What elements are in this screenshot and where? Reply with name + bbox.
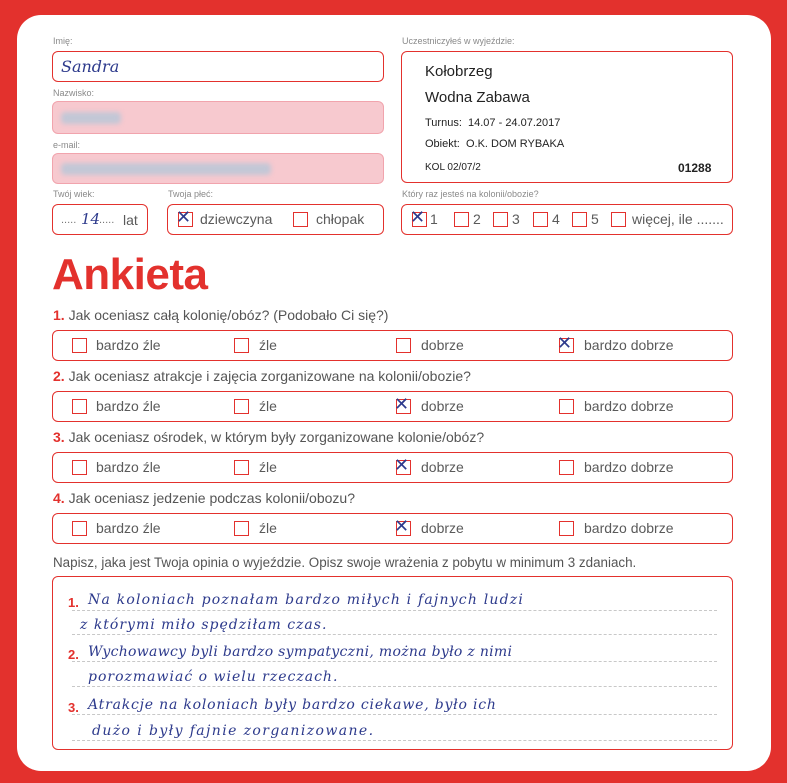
question-2-text: Jak oceniasz atrakcje i zajęcia zorganizowane na kolonii/obozie? <box>68 368 471 384</box>
question-1-number: 1. <box>53 307 65 323</box>
turnus-label: Turnus: <box>425 117 462 129</box>
name-field[interactable] <box>52 51 384 82</box>
survey-title: Ankieta <box>52 250 208 299</box>
question-4 <box>53 490 355 506</box>
opinion-line-4: porozmawiać o wielu rzeczach. <box>88 669 339 685</box>
q3-option-label: bardzo źle <box>96 459 161 475</box>
writing-line <box>72 714 717 715</box>
trip-city: Kołobrzeg <box>425 63 493 80</box>
times-group <box>401 204 733 235</box>
writing-line <box>72 686 717 687</box>
opinion-prompt: Napisz, jaka jest Twoja opinia o wyjeździe. Opisz swoje wrażenia z pobytu w minimum 3 zdaniach. <box>53 555 637 570</box>
question-2 <box>53 368 471 384</box>
q2-option-label: bardzo dobrze <box>584 398 674 414</box>
gender-male-checkbox[interactable] <box>293 212 308 227</box>
age-field[interactable] <box>52 204 148 235</box>
question-4-number: 4. <box>53 490 65 506</box>
question-3-text: Jak oceniasz ośrodek, w którym były zorganizowane kolonie/obóz? <box>68 429 485 445</box>
surname-label: Nazwisko: <box>53 88 95 98</box>
opinion-line-6: dużo i były fajnie zorganizowane. <box>92 723 375 739</box>
writing-line <box>72 634 717 635</box>
q3-option-label: źle <box>259 459 277 475</box>
gender-group <box>167 204 384 235</box>
times-1-checkbox[interactable] <box>410 207 427 228</box>
q1-zle-checkbox[interactable] <box>234 338 249 353</box>
check-mark-icon: ✕ <box>557 333 573 354</box>
gender-male-label: chłopak <box>316 211 365 227</box>
surname-redacted <box>61 112 121 124</box>
q4-option-label: dobrze <box>421 520 464 536</box>
times-3-checkbox[interactable] <box>493 212 508 227</box>
obiekt-value: O.K. DOM RYBAKA <box>465 138 565 150</box>
email-redacted <box>61 163 271 175</box>
times-2-label: 2 <box>473 211 481 227</box>
times-4-checkbox[interactable] <box>533 212 548 227</box>
q2-bardzo-dobrze-checkbox[interactable] <box>559 399 574 414</box>
opinion-line-2: z którymi miło spędziłam czas. <box>80 617 328 633</box>
opinion-number-3: 3. <box>68 700 79 715</box>
q4-bardzo-zle-checkbox[interactable] <box>72 521 87 536</box>
check-mark-icon: ✕ <box>394 516 410 537</box>
trip-label: Uczestniczyłeś w wyjeździe: <box>402 36 515 46</box>
q2-bardzo-zle-checkbox[interactable] <box>72 399 87 414</box>
q2-dobrze-checkbox[interactable] <box>394 394 411 415</box>
times-more-label: więcej, ile ....... <box>632 211 724 227</box>
q3-option-label: dobrze <box>421 459 464 475</box>
name-value: Sandra <box>61 57 120 76</box>
email-label: e-mail: <box>53 140 81 150</box>
answer-row-4 <box>52 513 733 544</box>
q3-dobrze-checkbox[interactable] <box>394 455 411 476</box>
q2-option-label: dobrze <box>421 398 464 414</box>
times-3-label: 3 <box>512 211 520 227</box>
q1-bardzo-zle-checkbox[interactable] <box>72 338 87 353</box>
opinion-number-2: 2. <box>68 647 79 662</box>
q3-option-label: bardzo dobrze <box>584 459 674 475</box>
answer-row-3 <box>52 452 733 483</box>
q4-option-label: bardzo źle <box>96 520 161 536</box>
opinion-line-1: Na koloniach poznałam bardzo miłych i fajnych ludzi <box>88 592 525 608</box>
trip-number: 01288 <box>678 161 712 175</box>
q4-zle-checkbox[interactable] <box>234 521 249 536</box>
opinion-number-1: 1. <box>68 595 79 610</box>
writing-line <box>72 661 717 662</box>
q1-option-label: bardzo źle <box>96 337 161 353</box>
q4-dobrze-checkbox[interactable] <box>394 516 411 537</box>
times-2-checkbox[interactable] <box>454 212 469 227</box>
age-label: Twój wiek: <box>53 189 95 199</box>
question-3-number: 3. <box>53 429 65 445</box>
q1-dobrze-checkbox[interactable] <box>396 338 411 353</box>
q1-option-label: bardzo dobrze <box>584 337 674 353</box>
check-mark-icon: ✕ <box>394 394 410 415</box>
q1-option-label: dobrze <box>421 337 464 353</box>
obiekt-label: Obiekt: <box>425 138 460 150</box>
q2-option-label: źle <box>259 398 277 414</box>
times-1-label: 1 <box>430 211 438 227</box>
gender-female-label: dziewczyna <box>200 211 273 227</box>
trip-code: KOL 02/07/2 <box>425 162 481 173</box>
q1-option-label: źle <box>259 337 277 353</box>
q3-zle-checkbox[interactable] <box>234 460 249 475</box>
opinion-line-5: Atrakcje na koloniach były bardzo ciekawe, było ich <box>88 697 497 713</box>
trip-box <box>401 51 733 183</box>
age-value: 14 <box>81 210 101 228</box>
times-more-checkbox[interactable] <box>611 212 626 227</box>
q4-bardzo-dobrze-checkbox[interactable] <box>559 521 574 536</box>
q3-bardzo-dobrze-checkbox[interactable] <box>559 460 574 475</box>
age-dots-left: ..... <box>61 214 77 226</box>
gender-label: Twoja płeć: <box>168 189 214 199</box>
answer-row-2 <box>52 391 733 422</box>
name-label: Imię: <box>53 36 73 46</box>
q2-zle-checkbox[interactable] <box>234 399 249 414</box>
opinion-line-3: Wychowawcy byli bardzo sympatyczni, można było z nimi <box>88 644 513 660</box>
writing-line <box>72 740 717 741</box>
times-5-label: 5 <box>591 211 599 227</box>
email-field[interactable] <box>52 153 384 184</box>
q2-option-label: bardzo źle <box>96 398 161 414</box>
q4-option-label: źle <box>259 520 277 536</box>
question-4-text: Jak oceniasz jedzenie podczas kolonii/obozu? <box>68 490 355 506</box>
check-mark-icon: ✕ <box>394 455 410 476</box>
answer-row-1 <box>52 330 733 361</box>
trip-obiekt <box>425 138 564 150</box>
times-4-label: 4 <box>552 211 560 227</box>
q1-bardzo-dobrze-checkbox[interactable] <box>557 333 574 354</box>
trip-turnus <box>425 117 560 129</box>
question-1-text: Jak oceniasz całą kolonię/obóz? (Podobało Ci się?) <box>68 307 389 323</box>
check-mark-icon: ✕ <box>176 207 192 228</box>
question-3 <box>53 429 484 445</box>
times-5-checkbox[interactable] <box>572 212 587 227</box>
question-2-number: 2. <box>53 368 65 384</box>
question-1 <box>53 307 388 323</box>
writing-line <box>72 610 717 611</box>
check-mark-icon: ✕ <box>410 207 426 228</box>
trip-camp-name: Wodna Zabawa <box>425 89 530 106</box>
age-dots-right: ..... <box>99 214 115 226</box>
times-label: Który raz jesteś na kolonii/obozie? <box>402 189 539 199</box>
age-unit: lat <box>123 212 138 228</box>
q4-option-label: bardzo dobrze <box>584 520 674 536</box>
gender-female-checkbox[interactable] <box>176 207 193 228</box>
turnus-value: 14.07 - 24.07.2017 <box>468 117 561 129</box>
surname-field[interactable] <box>52 101 384 134</box>
q3-bardzo-zle-checkbox[interactable] <box>72 460 87 475</box>
